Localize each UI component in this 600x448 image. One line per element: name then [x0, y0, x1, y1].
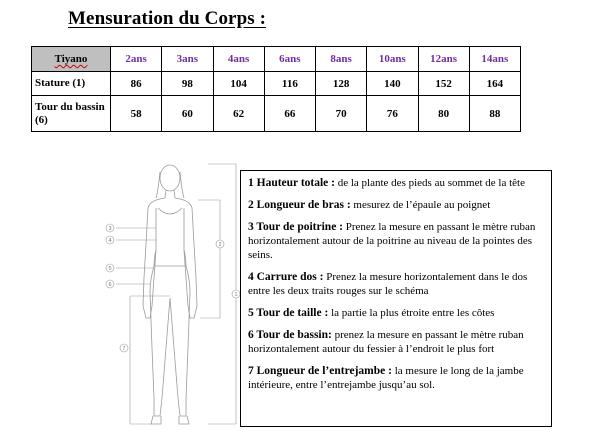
table-cell: 88	[469, 96, 520, 132]
body-measurement-figure	[98, 158, 248, 438]
legend-item-waist: 5 Tour de taille : la partie la plus étroite entre les côtes	[248, 307, 495, 319]
table-cell: 76	[367, 96, 418, 132]
legend-item-hip: 6 Tour de bassin: prenez la mesure en passant le mètre ruban horizontalement autour du fessier à l’endroit le plus fort	[248, 329, 524, 355]
size-header: 8ans	[316, 47, 367, 72]
legend-item-back-width: 4 Carrure dos : Prenez la mesure horizontalement dans le dos entre les deux traits rouges sur le schéma	[248, 271, 528, 297]
marker-label: 6	[108, 282, 112, 288]
table-header-row	[32, 47, 521, 72]
marker-label: 1	[234, 292, 238, 298]
table-cell: 70	[316, 96, 367, 132]
size-header: 2ans	[111, 47, 162, 72]
marker-label: 3	[108, 226, 112, 232]
page-title: Mensuration du Corps :	[68, 8, 267, 29]
size-header: 3ans	[162, 47, 213, 72]
marker-label: 7	[122, 346, 126, 352]
size-header: 12ans	[418, 47, 469, 72]
table-cell: 62	[213, 96, 264, 132]
table-corner-cell: Tiyano	[32, 47, 111, 72]
figure-silhouette	[143, 165, 197, 424]
legend-item-inseam: 7 Longueur de l’entrejambe : la mesure le long de la jambe intérieure, entre l’entrejambe jusqu’au sol.	[248, 365, 524, 391]
legend-item-total-height: 1 Hauteur totale : de la plante des pieds au sommet de la tête	[248, 177, 525, 189]
measurement-legend	[240, 170, 552, 427]
table-cell: 80	[418, 96, 469, 132]
table-cell: 152	[418, 72, 469, 96]
row-label: Stature (1)	[32, 72, 111, 96]
table-cell: 58	[111, 96, 162, 132]
legend-item-chest: 3 Tour de poitrine : Prenez la mesure en passant le mètre ruban horizontalement autour de la poitrine au niveau de la pointes des seins.	[248, 221, 536, 261]
legend-item-arm-length: 2 Longueur de bras : mesurez de l’épaule au poignet	[248, 199, 491, 211]
size-header: 4ans	[213, 47, 264, 72]
measurement-guides	[116, 164, 236, 424]
row-label: Tour du bassin (6)	[32, 96, 111, 132]
size-header: 14ans	[469, 47, 520, 72]
table-cell: 66	[264, 96, 315, 132]
table-row-stature	[32, 72, 521, 96]
size-header: 6ans	[264, 47, 315, 72]
table-cell: 164	[469, 72, 520, 96]
table-cell: 98	[162, 72, 213, 96]
table-cell: 104	[213, 72, 264, 96]
size-header: 10ans	[367, 47, 418, 72]
table-row-hip	[32, 96, 521, 132]
table-cell: 86	[111, 72, 162, 96]
size-table	[31, 46, 521, 132]
marker-label: 2	[218, 242, 222, 248]
table-cell: 140	[367, 72, 418, 96]
marker-label: 4	[108, 238, 112, 244]
table-cell: 60	[162, 96, 213, 132]
table-cell: 116	[264, 72, 315, 96]
table-cell: 128	[316, 72, 367, 96]
marker-label: 5	[108, 266, 112, 272]
